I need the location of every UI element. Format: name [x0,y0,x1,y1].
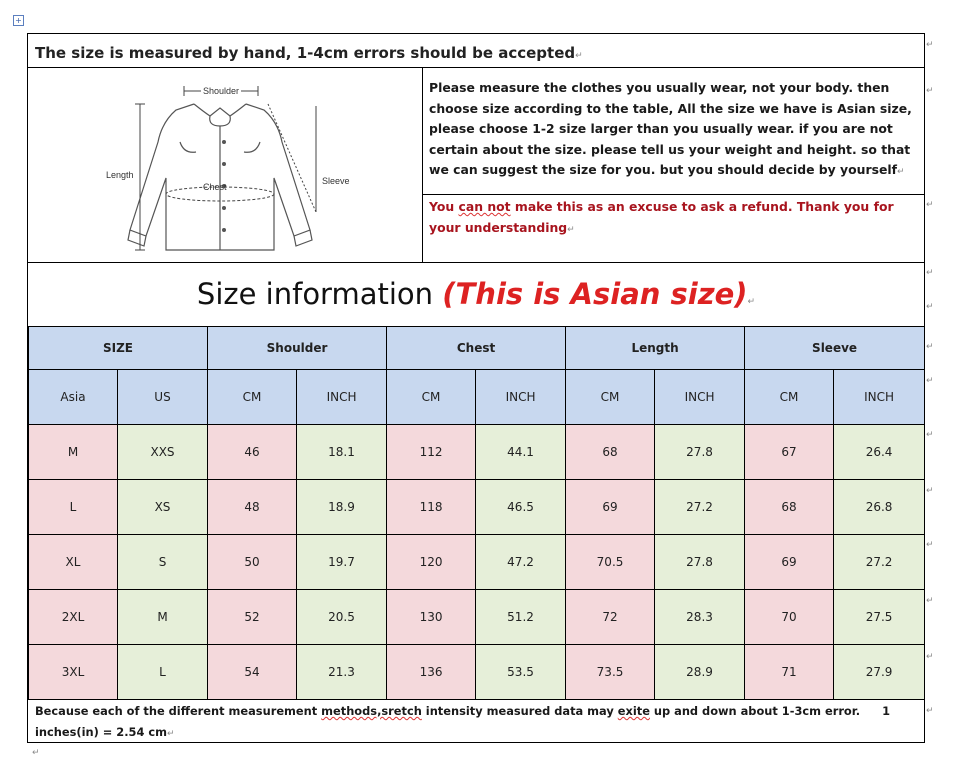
subheader-chest-inch: INCH [476,370,566,425]
table-cell: 69 [566,480,655,535]
row-divider [28,67,924,68]
table-cell: 67 [745,425,834,480]
table-cell: S [118,535,208,590]
paragraph-mark-icon: ↵ [926,342,934,352]
table-cell: 120 [387,535,476,590]
table-cell: 68 [566,425,655,480]
table-cell: XL [29,535,118,590]
header-size: SIZE [29,327,208,370]
measurement-disclaimer: Because each of the different measurement methods,sretch intensity measured data may exite up and down about 1-3cm error. 1inches(in) = 2.54 cm↵ [35,704,891,739]
sub-header-row [29,370,925,425]
table-cell: 18.9 [297,480,387,535]
table-row [29,645,925,700]
paragraph-mark-icon: ↵ [926,430,934,440]
paragraph-mark-icon: ↵ [926,376,934,386]
subheader-sleeve-cm: CM [745,370,834,425]
table-cell: XS [118,480,208,535]
table-cell: 20.5 [297,590,387,645]
group-header-row [29,327,925,370]
table-cell: XXS [118,425,208,480]
table-cell: 47.2 [476,535,566,590]
table-cell: 54 [208,645,297,700]
paragraph-mark-icon: ↵ [926,652,934,662]
paragraph-mark-icon: ↵ [32,748,40,758]
size-information-title: Size information (This is Asian size)↵ [196,277,756,311]
table-cell: 46.5 [476,480,566,535]
header-sleeve: Sleeve [745,327,925,370]
table-cell: L [29,480,118,535]
table-cell: 70 [745,590,834,645]
table-cell: 27.8 [655,425,745,480]
paragraph-mark-icon: ↵ [926,268,934,278]
subheader-length-inch: INCH [655,370,745,425]
table-cell: 73.5 [566,645,655,700]
table-cell: 118 [387,480,476,535]
table-cell: 136 [387,645,476,700]
table-cell: 130 [387,590,476,645]
paragraph-mark-icon: ↵ [926,200,934,210]
table-cell: 26.4 [834,425,925,480]
table-cell: 21.3 [297,645,387,700]
subheader-chest-cm: CM [387,370,476,425]
length-label: Length [106,170,134,180]
size-table [28,326,925,700]
table-cell: 71 [745,645,834,700]
chest-label: Chest [203,182,227,192]
measurement-note: The size is measured by hand, 1-4cm errors should be accepted↵ [35,44,583,62]
subheader-shoulder-inch: INCH [297,370,387,425]
table-cell: 19.7 [297,535,387,590]
table-cell: 27.2 [655,480,745,535]
shoulder-label: Shoulder [203,86,240,96]
header-chest: Chest [387,327,566,370]
table-row [29,590,925,645]
table-move-handle-icon[interactable]: + [13,15,24,26]
refund-warning: You can not make this as an excuse to ask a refund. Thank you for your understanding↵ [429,199,894,235]
table-cell: 27.5 [834,590,925,645]
table-cell: 69 [745,535,834,590]
paragraph-mark-icon: ↵ [926,40,934,50]
table-cell: 46 [208,425,297,480]
size-chart-document [27,33,925,743]
table-cell: 18.1 [297,425,387,480]
header-length: Length [566,327,745,370]
paragraph-mark-icon: ↵ [926,86,934,96]
subheader-shoulder-cm: CM [208,370,297,425]
table-cell: 51.2 [476,590,566,645]
table-cell: M [118,590,208,645]
table-cell: 70.5 [566,535,655,590]
paragraph-mark-icon: ↵ [926,540,934,550]
row-divider [422,194,924,195]
table-cell: 3XL [29,645,118,700]
subheader-length-cm: CM [566,370,655,425]
table-cell: 27.2 [834,535,925,590]
row-divider [28,262,924,263]
table-cell: L [118,645,208,700]
measurement-instructions: Please measure the clothes you usually wear, not your body. then choose size according to the table, All the size we have is Asian size, please choose 1-2 size larger than you usually wear. if you are not certain about the size. please tell us your weight and height. so that we can suggest the size for you. but you should decide by yourself↵ [429,80,912,177]
table-row [29,535,925,590]
table-cell: 50 [208,535,297,590]
subheader-us: US [118,370,208,425]
header-shoulder: Shoulder [208,327,387,370]
paragraph-mark-icon: ↵ [926,486,934,496]
table-row [29,425,925,480]
table-cell: 26.8 [834,480,925,535]
table-cell: 27.8 [655,535,745,590]
paragraph-mark-icon: ↵ [926,596,934,606]
table-cell: M [29,425,118,480]
table-cell: 68 [745,480,834,535]
subheader-sleeve-inch: INCH [834,370,925,425]
table-cell: 112 [387,425,476,480]
table-row [29,480,925,535]
paragraph-mark-icon: ↵ [926,302,934,312]
table-cell: 27.9 [834,645,925,700]
table-cell: 72 [566,590,655,645]
table-cell: 2XL [29,590,118,645]
shirt-measurement-diagram [100,82,350,257]
sleeve-label: Sleeve [322,176,350,186]
table-cell: 52 [208,590,297,645]
table-cell: 53.5 [476,645,566,700]
table-cell: 28.3 [655,590,745,645]
table-cell: 28.9 [655,645,745,700]
column-divider [422,67,423,262]
subheader-asia: Asia [29,370,118,425]
paragraph-mark-icon: ↵ [926,706,934,716]
table-cell: 44.1 [476,425,566,480]
table-cell: 48 [208,480,297,535]
